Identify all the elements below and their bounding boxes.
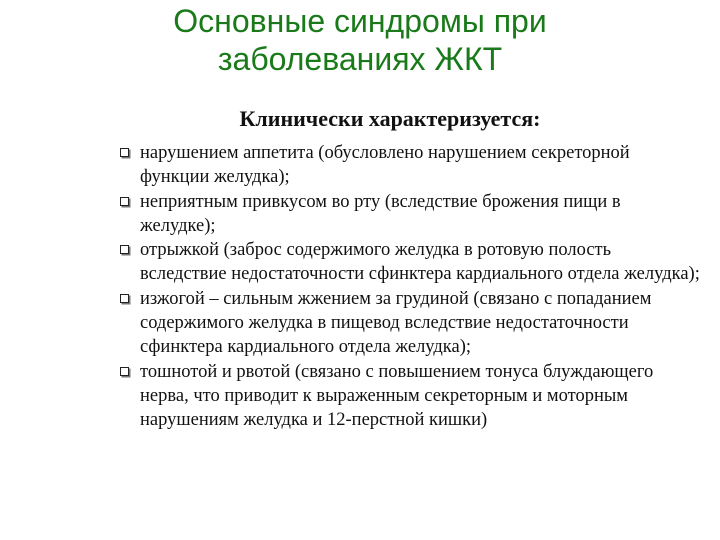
list-item-text: изжогой – сильным жжением за грудиной (связано с попаданием содержимого желудка в пищевод вследствие недостаточности сфинктера кардиального отдела желудка); [140,288,652,358]
list-item [118,360,700,433]
list-item [118,141,700,190]
list-item [118,238,700,287]
list-item-text: неприятным привкусом во рту (вследствие брожения пищи в желудке); [140,191,621,236]
list-item-text: нарушением аппетита (обусловлено нарушением секреторной функции желудка); [140,143,630,188]
square-bullet-icon [120,294,129,303]
slide-title: Основные синдромы при заболеваниях ЖКТ [173,3,547,77]
square-bullet-icon [120,148,129,157]
square-bullet-icon [120,197,129,206]
square-bullet-icon [120,245,129,254]
list-item [118,287,700,360]
list-item [118,190,700,239]
square-bullet-icon [120,367,129,376]
slide-subtitle: Клинически характеризуется: [239,106,541,131]
symptom-list [118,141,700,433]
list-item-text: отрыжкой (заброс содержимого желудка в ротовую полость вследствие недостаточности сфинктера кардиального отдела желудка); [140,240,700,285]
list-item-text: тошнотой и рвотой (связано с повышением тонуса блуждающего нерва, что приводит к выраженным секреторным и моторным нарушениям желудка и 12-перстной кишки) [140,361,654,431]
